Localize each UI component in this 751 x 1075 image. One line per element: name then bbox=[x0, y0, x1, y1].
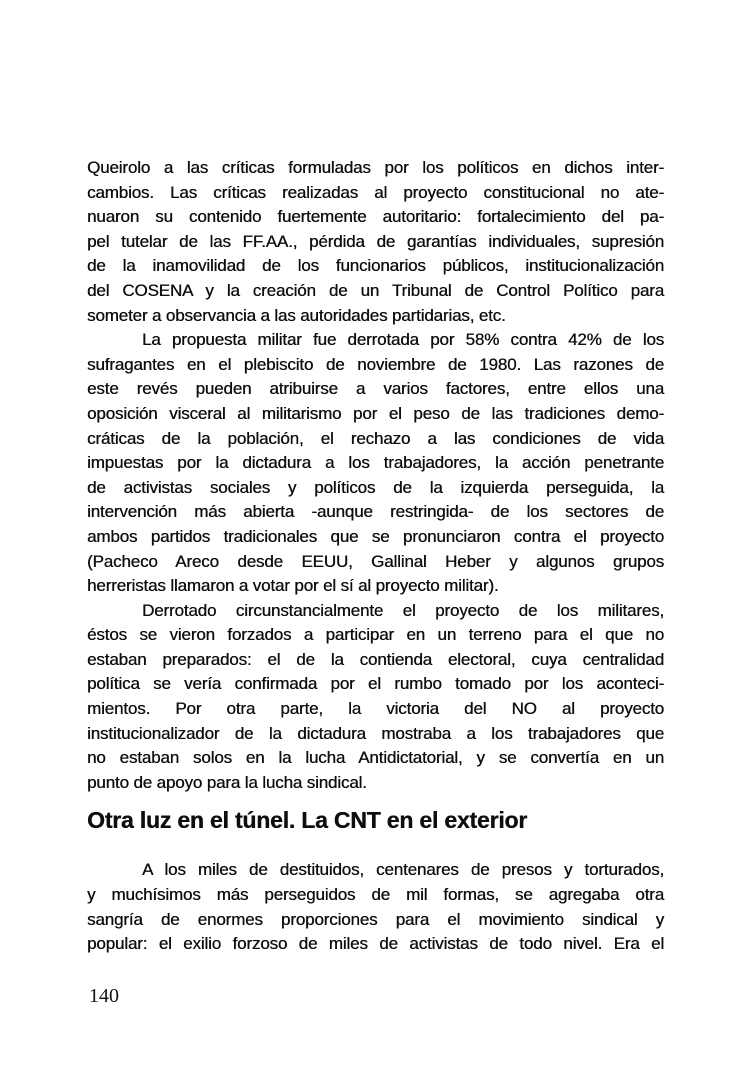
text-line: impuestas por la dictadura a los trabajadores, la acción penetrante bbox=[87, 453, 664, 473]
text-line: ambos partidos tradicionales que se pronunciaron contra el proyecto bbox=[87, 526, 664, 546]
text-line: punto de apoyo para la lucha sindical. bbox=[87, 772, 367, 792]
text-line: sufragantes en el plebiscito de noviembre de 1980. Las razones de bbox=[87, 354, 664, 374]
text-line: y muchísimos más perseguidos de mil formas, se agregaba otra bbox=[87, 885, 664, 905]
text-line: pel tutelar de las FF.AA., pérdida de garantías individuales, supresión bbox=[87, 231, 664, 251]
paragraph bbox=[87, 156, 664, 328]
text-line: cráticas de la población, el rechazo a las condiciones de vida bbox=[87, 428, 664, 448]
text-line: (Pacheco Areco desde EEUU, Gallinal Heber y algunos grupos bbox=[87, 551, 664, 571]
text-line: sangría de enormes proporciones para el movimiento sindical y bbox=[87, 909, 664, 929]
page-number: 140 bbox=[89, 985, 119, 1007]
section-heading: Otra luz en el túnel. La CNT en el exterior bbox=[87, 807, 528, 834]
text-line: A los miles de destituidos, centenares de presos y torturados, bbox=[142, 860, 664, 880]
page-text-block bbox=[87, 156, 664, 957]
text-line: del COSENA y la creación de un Tribunal de Control Político para bbox=[87, 280, 664, 300]
text-line: de la inamovilidad de los funcionarios públicos, institucionalización bbox=[87, 256, 664, 276]
text-line: intervención más abierta -aunque restringida- de los sectores de bbox=[87, 502, 664, 522]
text-line: someter a observancia a las autoridades partidarias, etc. bbox=[87, 305, 506, 325]
text-line: estaban preparados: el de la contienda electoral, cuya centralidad bbox=[87, 649, 664, 669]
text-line: Queirolo a las críticas formuladas por los políticos en dichos inter- bbox=[87, 158, 664, 177]
paragraph bbox=[87, 858, 664, 956]
text-line: de activistas sociales y políticos de la izquierda perseguida, la bbox=[87, 477, 664, 497]
text-line: institucionalizador de la dictadura mostraba a los trabajadores que bbox=[87, 723, 664, 743]
text-line: política se vería confirmada por el rumbo tomado por los aconteci- bbox=[87, 674, 664, 694]
text-line: cambios. Las críticas realizadas al proyecto constitucional no ate- bbox=[87, 182, 664, 202]
paragraph bbox=[87, 328, 664, 599]
text-line: nuaron su contenido fuertemente autoritario: fortalecimiento del pa- bbox=[87, 207, 664, 227]
text-line: La propuesta militar fue derrotada por 58% contra 42% de los bbox=[142, 330, 664, 350]
text-line: éstos se vieron forzados a participar en un terreno para el que no bbox=[87, 625, 664, 645]
text-line: no estaban solos en la lucha Antidictatorial, y se convertía en un bbox=[87, 748, 664, 768]
text-line: Derrotado circunstancialmente el proyecto de los militares, bbox=[142, 600, 664, 620]
text-line: popular: el exilio forzoso de miles de activistas de todo nivel. Era el bbox=[87, 934, 664, 954]
body-paragraphs-top bbox=[87, 156, 664, 795]
paragraph bbox=[87, 599, 664, 796]
text-line: este revés pueden atribuirse a varios factores, entre ellos una bbox=[87, 379, 664, 399]
text-line: mientos. Por otra parte, la victoria del NO al proyecto bbox=[87, 699, 664, 719]
text-line: oposición visceral al militarismo por el peso de las tradiciones demo- bbox=[87, 403, 664, 423]
body-paragraphs-bottom bbox=[87, 858, 664, 956]
text-line: herreristas llamaron a votar por el sí al proyecto militar). bbox=[87, 576, 499, 596]
